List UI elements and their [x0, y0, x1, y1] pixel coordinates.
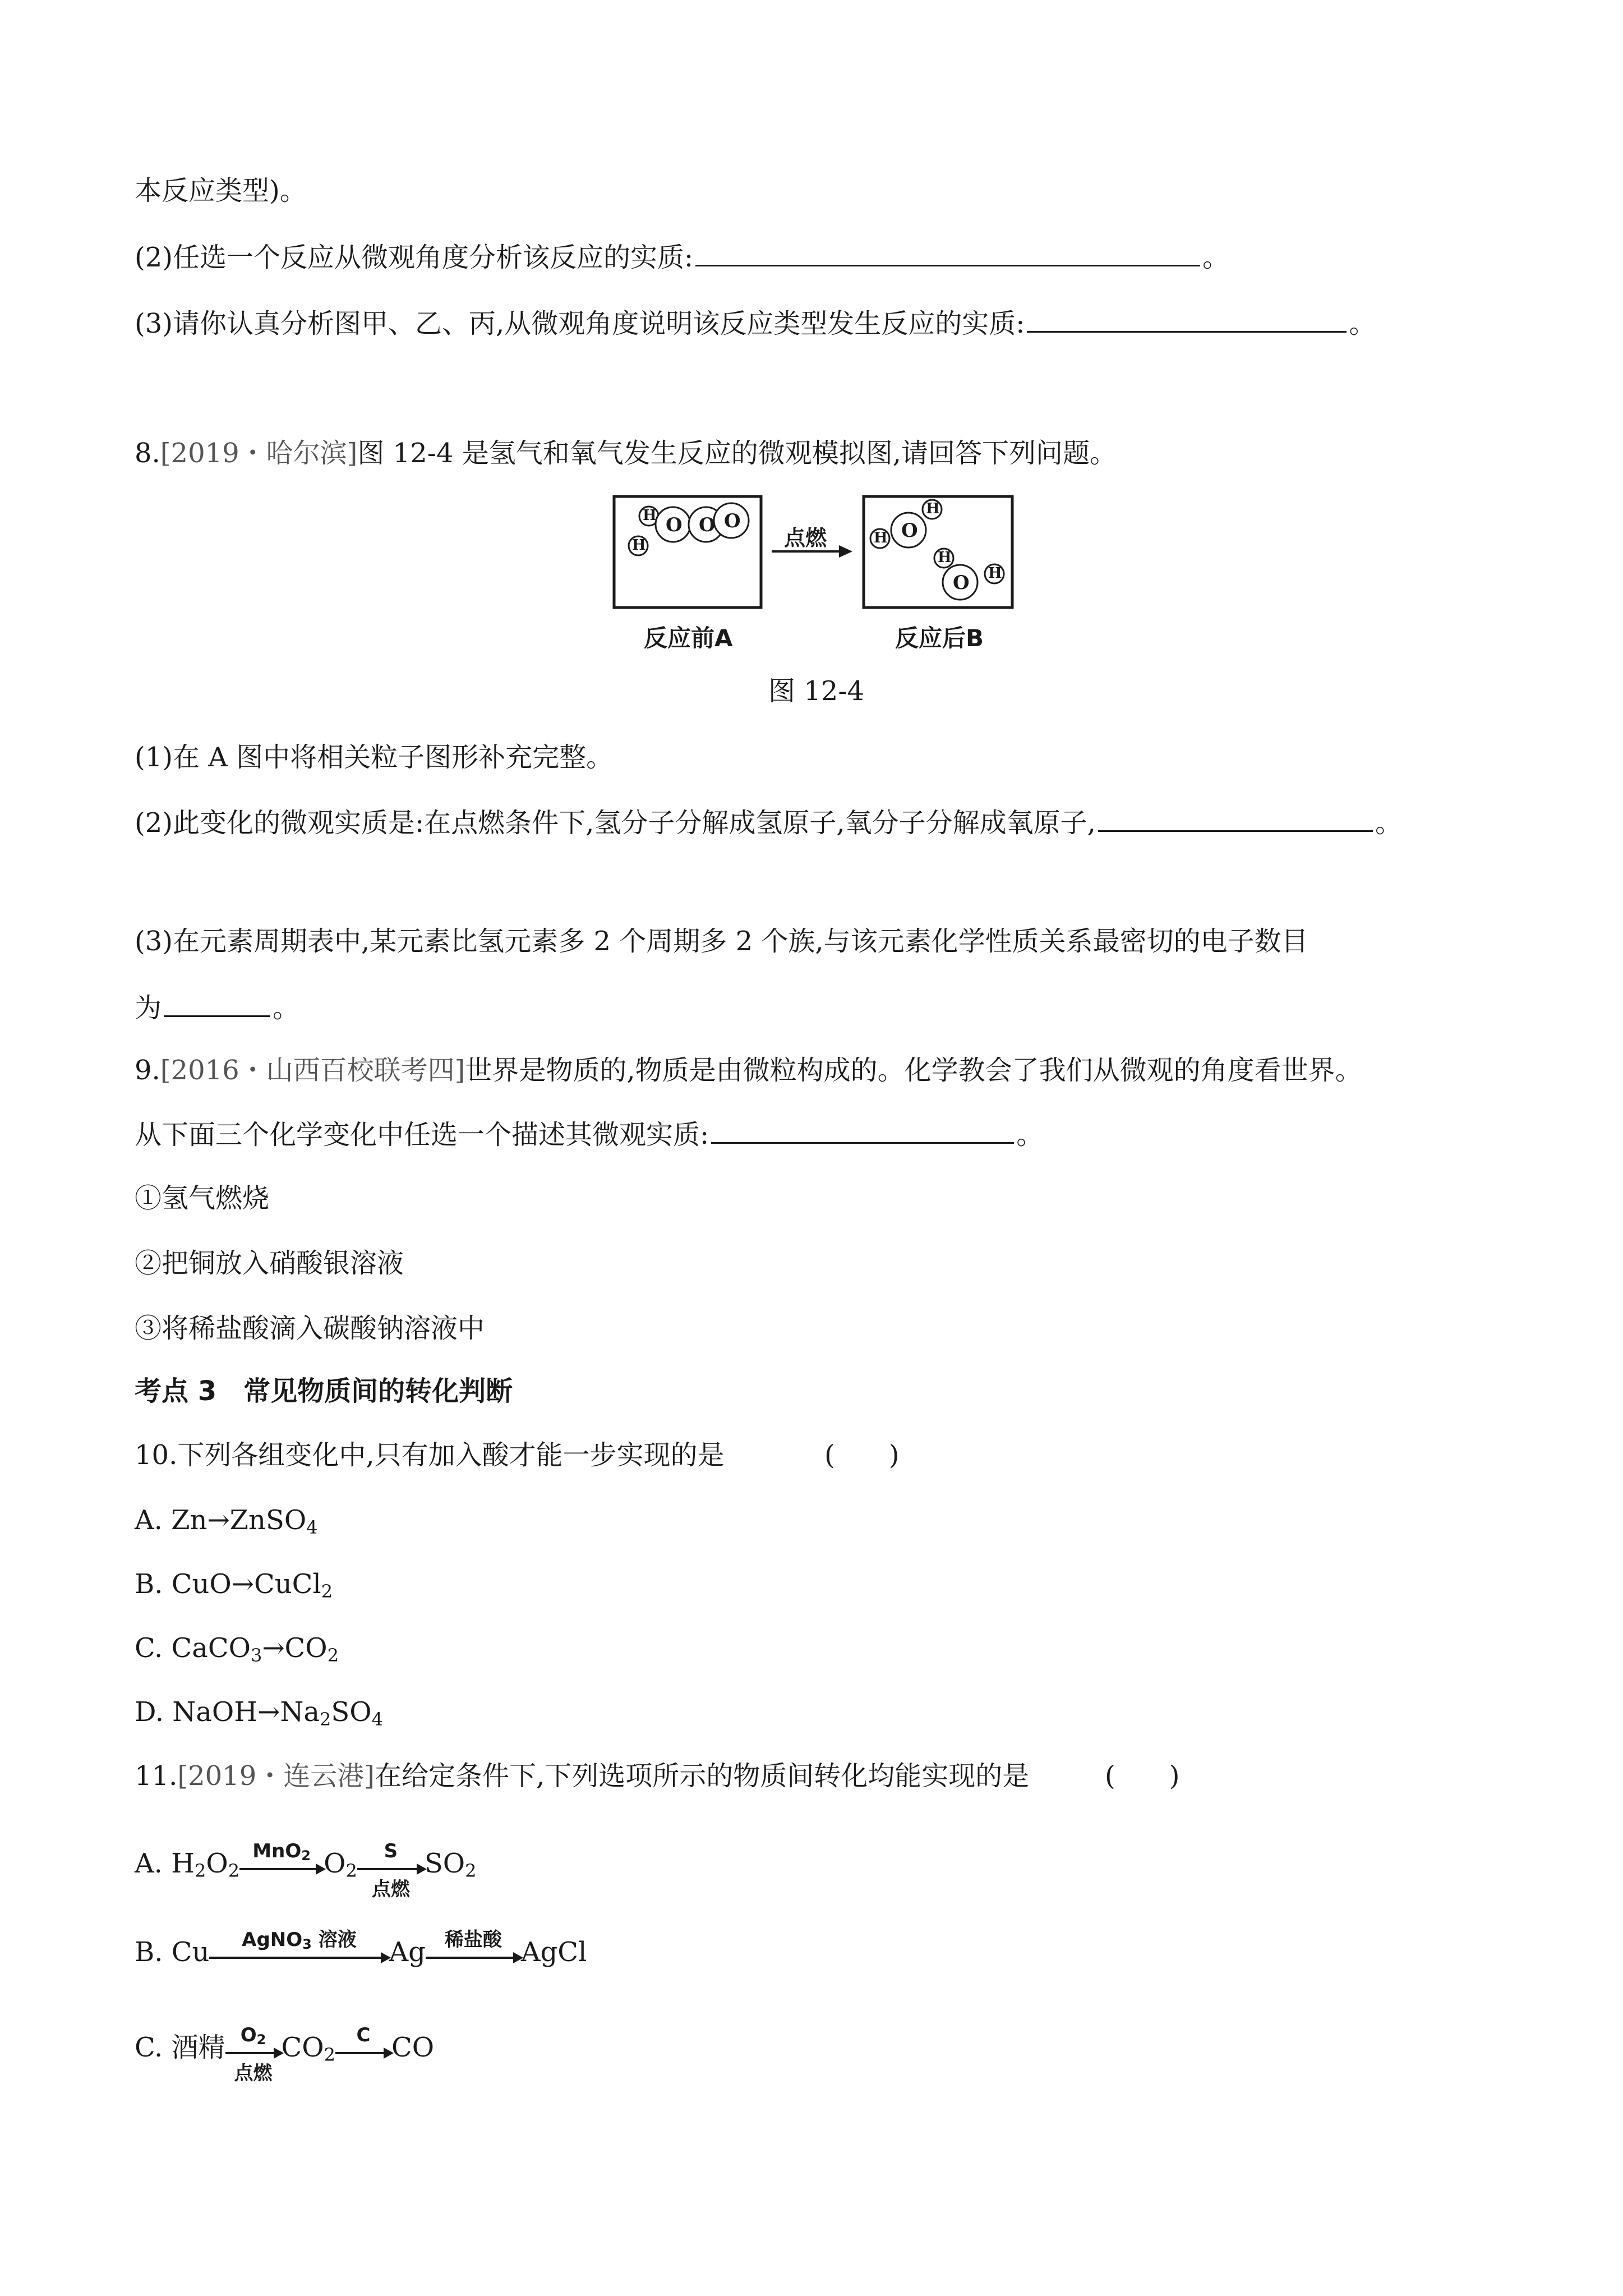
- q10-option-d[interactable]: [135, 1695, 383, 1736]
- figure-caption: 图 12-4: [768, 675, 865, 707]
- q7-part2-text: (2)任选一个反应从微观角度分析该反应的实质:: [135, 242, 694, 273]
- q9-stem: [135, 1053, 1362, 1087]
- q11-number: 11.: [135, 1760, 178, 1792]
- q7-part3-end: 。: [1349, 308, 1376, 339]
- atom-o-b2: O: [953, 572, 970, 594]
- q11-a-oxygen-sub: 2: [345, 1860, 357, 1881]
- q11-a-o: O: [206, 1848, 228, 1879]
- q11-b-arrow2-label: 稀盐酸: [444, 1929, 502, 1951]
- q9-stem-text: 世界是物质的,物质是由微粒构成的。化学教会了我们从微观的角度看世界。: [465, 1055, 1362, 1086]
- atom-h-b4: H: [988, 565, 1002, 582]
- q9-ask-end: 。: [1016, 1119, 1044, 1151]
- q11-stem-text: 在给定条件下,下列选项所示的物质间转化均能实现的是: [374, 1760, 1030, 1792]
- q8-part3-line1: [135, 924, 1308, 958]
- arrow-icon: [426, 1957, 521, 1959]
- q11-option-a[interactable]: [135, 1840, 477, 1901]
- q10-a-product: ZnSO: [229, 1504, 307, 1536]
- q11-option-b[interactable]: [135, 1929, 587, 1969]
- q10-d-reactant: D. NaOH: [135, 1696, 258, 1728]
- q11-c-co2-sub: 2: [324, 2044, 335, 2065]
- q11-a-arrow2-bottom: 点燃: [371, 1878, 410, 1901]
- q11-a-sub1: 2: [195, 1860, 206, 1881]
- q8-part3-text-b: 为: [135, 992, 162, 1024]
- q9-option-2: [135, 1246, 404, 1280]
- caption-after-b: 反应后B: [895, 624, 984, 652]
- q9-option-1: [135, 1181, 269, 1215]
- arrow-icon: [225, 2052, 282, 2054]
- q9-option-2-text: ②把铜放入硝酸银溶液: [135, 1248, 404, 1279]
- q9-option-3-text: ③将稀盐酸滴入碳酸钠溶液中: [135, 1313, 485, 1344]
- q11-b-product: AgCl: [520, 1936, 587, 1968]
- q9-option-3: [135, 1312, 485, 1345]
- q11-a-arrow1-label: [239, 1840, 324, 1867]
- q11-c-arrow2-label: C: [356, 2024, 371, 2046]
- q11-c-arrow1-label: [225, 2024, 282, 2051]
- q10-d-product: Na: [280, 1696, 320, 1728]
- q9-number: 9.: [135, 1055, 160, 1086]
- q11-stem: [135, 1759, 1180, 1793]
- q11-a-catalyst: MnO: [252, 1840, 302, 1862]
- q11-c-arrow1-bottom: 点燃: [234, 2062, 273, 2085]
- q10-option-b[interactable]: [135, 1567, 333, 1608]
- q11-b-reagent-sub: 3: [302, 1936, 312, 1952]
- atom-o-a2: O: [699, 514, 716, 536]
- q10-d-sub1: 2: [319, 1709, 331, 1730]
- q9-option-1-text: ①氢气燃烧: [135, 1182, 270, 1214]
- q8-part3-answer-blank[interactable]: [164, 991, 270, 1017]
- q11-source: [2019・连云港]: [177, 1760, 375, 1792]
- q10-stem-text: 10.下列各组变化中,只有加入酸才能一步实现的是: [135, 1439, 725, 1471]
- caption-before-a: 反应前A: [644, 624, 733, 652]
- arrow-icon: [357, 1868, 425, 1870]
- q8-stem-text: 图 12-4 是氢气和氧气发生反应的微观模拟图,请回答下列问题。: [357, 438, 1117, 469]
- arrow-icon: [335, 2052, 391, 2054]
- q11-b-cu: B. Cu: [135, 1936, 210, 1968]
- q10-b-reactant: B. CuO: [135, 1568, 232, 1600]
- q11-b-ag: Ag: [389, 1936, 426, 1968]
- kp3-heading: [135, 1374, 513, 1408]
- q9-answer-blank[interactable]: [711, 1117, 1014, 1144]
- q8-part3-text: (3)在元素周期表中,某元素比氢元素多 2 个周期多 2 个族,与该元素化学性质关系最密切的电子数目: [135, 926, 1308, 957]
- atom-o-a3: O: [724, 510, 741, 532]
- q9-source: [2016・山西百校联考四]: [160, 1055, 465, 1086]
- q11-a-catalyst-sub: 2: [301, 1848, 311, 1864]
- q10-d-sub2: 4: [371, 1709, 383, 1730]
- q11-answer-paren[interactable]: ( ): [1105, 1760, 1180, 1792]
- q11-c-alcohol: C. 酒精: [135, 2032, 225, 2063]
- q11-a-oxygen: O: [324, 1848, 346, 1879]
- arrow-icon: →: [262, 1632, 285, 1664]
- q11-b-reagent-solution: 溶液: [311, 1929, 357, 1951]
- q10-a-reactant: A. Zn: [135, 1504, 208, 1536]
- q10-c-sub1: 3: [250, 1645, 262, 1666]
- q11-a-product: SO: [424, 1848, 465, 1879]
- arrow-icon: [239, 1868, 324, 1870]
- q8-part3-end: 。: [273, 992, 300, 1024]
- kp3-heading-text: 考点 3 常见物质间的转化判断: [135, 1375, 513, 1407]
- q11-c-oxygen: O: [240, 2024, 257, 2046]
- q8-part1: [135, 740, 613, 774]
- q7-part2-end: 。: [1202, 242, 1230, 273]
- q10-b-sub: 2: [321, 1581, 333, 1602]
- q10-d-product-b: SO: [331, 1696, 372, 1728]
- q10-option-c[interactable]: [135, 1631, 339, 1672]
- q7-cont-text: 本反应类型)。: [135, 175, 307, 206]
- q10-b-product: CuCl: [254, 1568, 321, 1600]
- arrow-icon: →: [257, 1696, 280, 1728]
- q9-ask: [135, 1117, 1043, 1152]
- q11-c-product: CO: [391, 2032, 435, 2063]
- q7-part3-text: (3)请你认真分析图甲、乙、丙,从微观角度说明该反应类型发生反应的实质:: [135, 308, 1025, 339]
- arrow-icon: →: [207, 1504, 230, 1536]
- q10-answer-paren[interactable]: ( ): [824, 1439, 900, 1471]
- q11-b-reagent: AgNO: [242, 1929, 303, 1951]
- q10-option-a[interactable]: [135, 1503, 318, 1544]
- atom-h-b1: H: [874, 530, 888, 546]
- atom-o-b1: O: [901, 519, 918, 542]
- q8-part3-line2: [135, 991, 299, 1025]
- arrow-icon: →: [231, 1568, 254, 1600]
- q9-ask-text: 从下面三个化学变化中任选一个描述其微观实质:: [135, 1119, 709, 1151]
- q8-part1-text: (1)在 A 图中将相关粒子图形补充完整。: [135, 742, 614, 773]
- q8-part2: [135, 806, 1402, 840]
- figure-12-4: [0, 0, 1623, 729]
- atom-h-a1: H: [643, 507, 657, 524]
- q8-part2-answer-blank[interactable]: [1098, 806, 1373, 832]
- q10-a-sub: 4: [306, 1517, 318, 1538]
- q10-c-reactant: C. CaCO: [135, 1632, 251, 1664]
- q11-a-product-sub: 2: [465, 1860, 477, 1881]
- q11-a-sub2: 2: [228, 1860, 240, 1881]
- q11-a-h: A. H: [135, 1848, 195, 1879]
- q10-c-product: CO: [284, 1632, 328, 1664]
- q10-c-sub2: 2: [327, 1645, 339, 1666]
- q11-option-c[interactable]: [135, 2024, 435, 2085]
- q8-part2-text: (2)此变化的微观实质是:在点燃条件下,氢分子分解成氢原子,氧分子分解成氧原子,: [135, 807, 1096, 839]
- atom-h-b2: H: [926, 500, 940, 517]
- atom-h-b3: H: [938, 549, 952, 566]
- arrow-label-ignite: 点燃: [784, 526, 827, 550]
- q11-a-arrow2-top: S: [384, 1840, 398, 1862]
- atom-h-a2: H: [632, 537, 646, 554]
- q8-number: 8.: [135, 438, 160, 469]
- q11-c-oxygen-sub: 2: [256, 2032, 266, 2047]
- q11-b-arrow1-label: [209, 1929, 389, 1955]
- atom-o-a1: O: [666, 514, 683, 536]
- q10-stem: [135, 1438, 900, 1472]
- q11-c-co2: CO: [281, 2032, 324, 2063]
- arrow-icon: [209, 1957, 389, 1959]
- q8-part2-end: 。: [1375, 807, 1402, 839]
- q8-source: [2019・哈尔滨]: [160, 438, 358, 469]
